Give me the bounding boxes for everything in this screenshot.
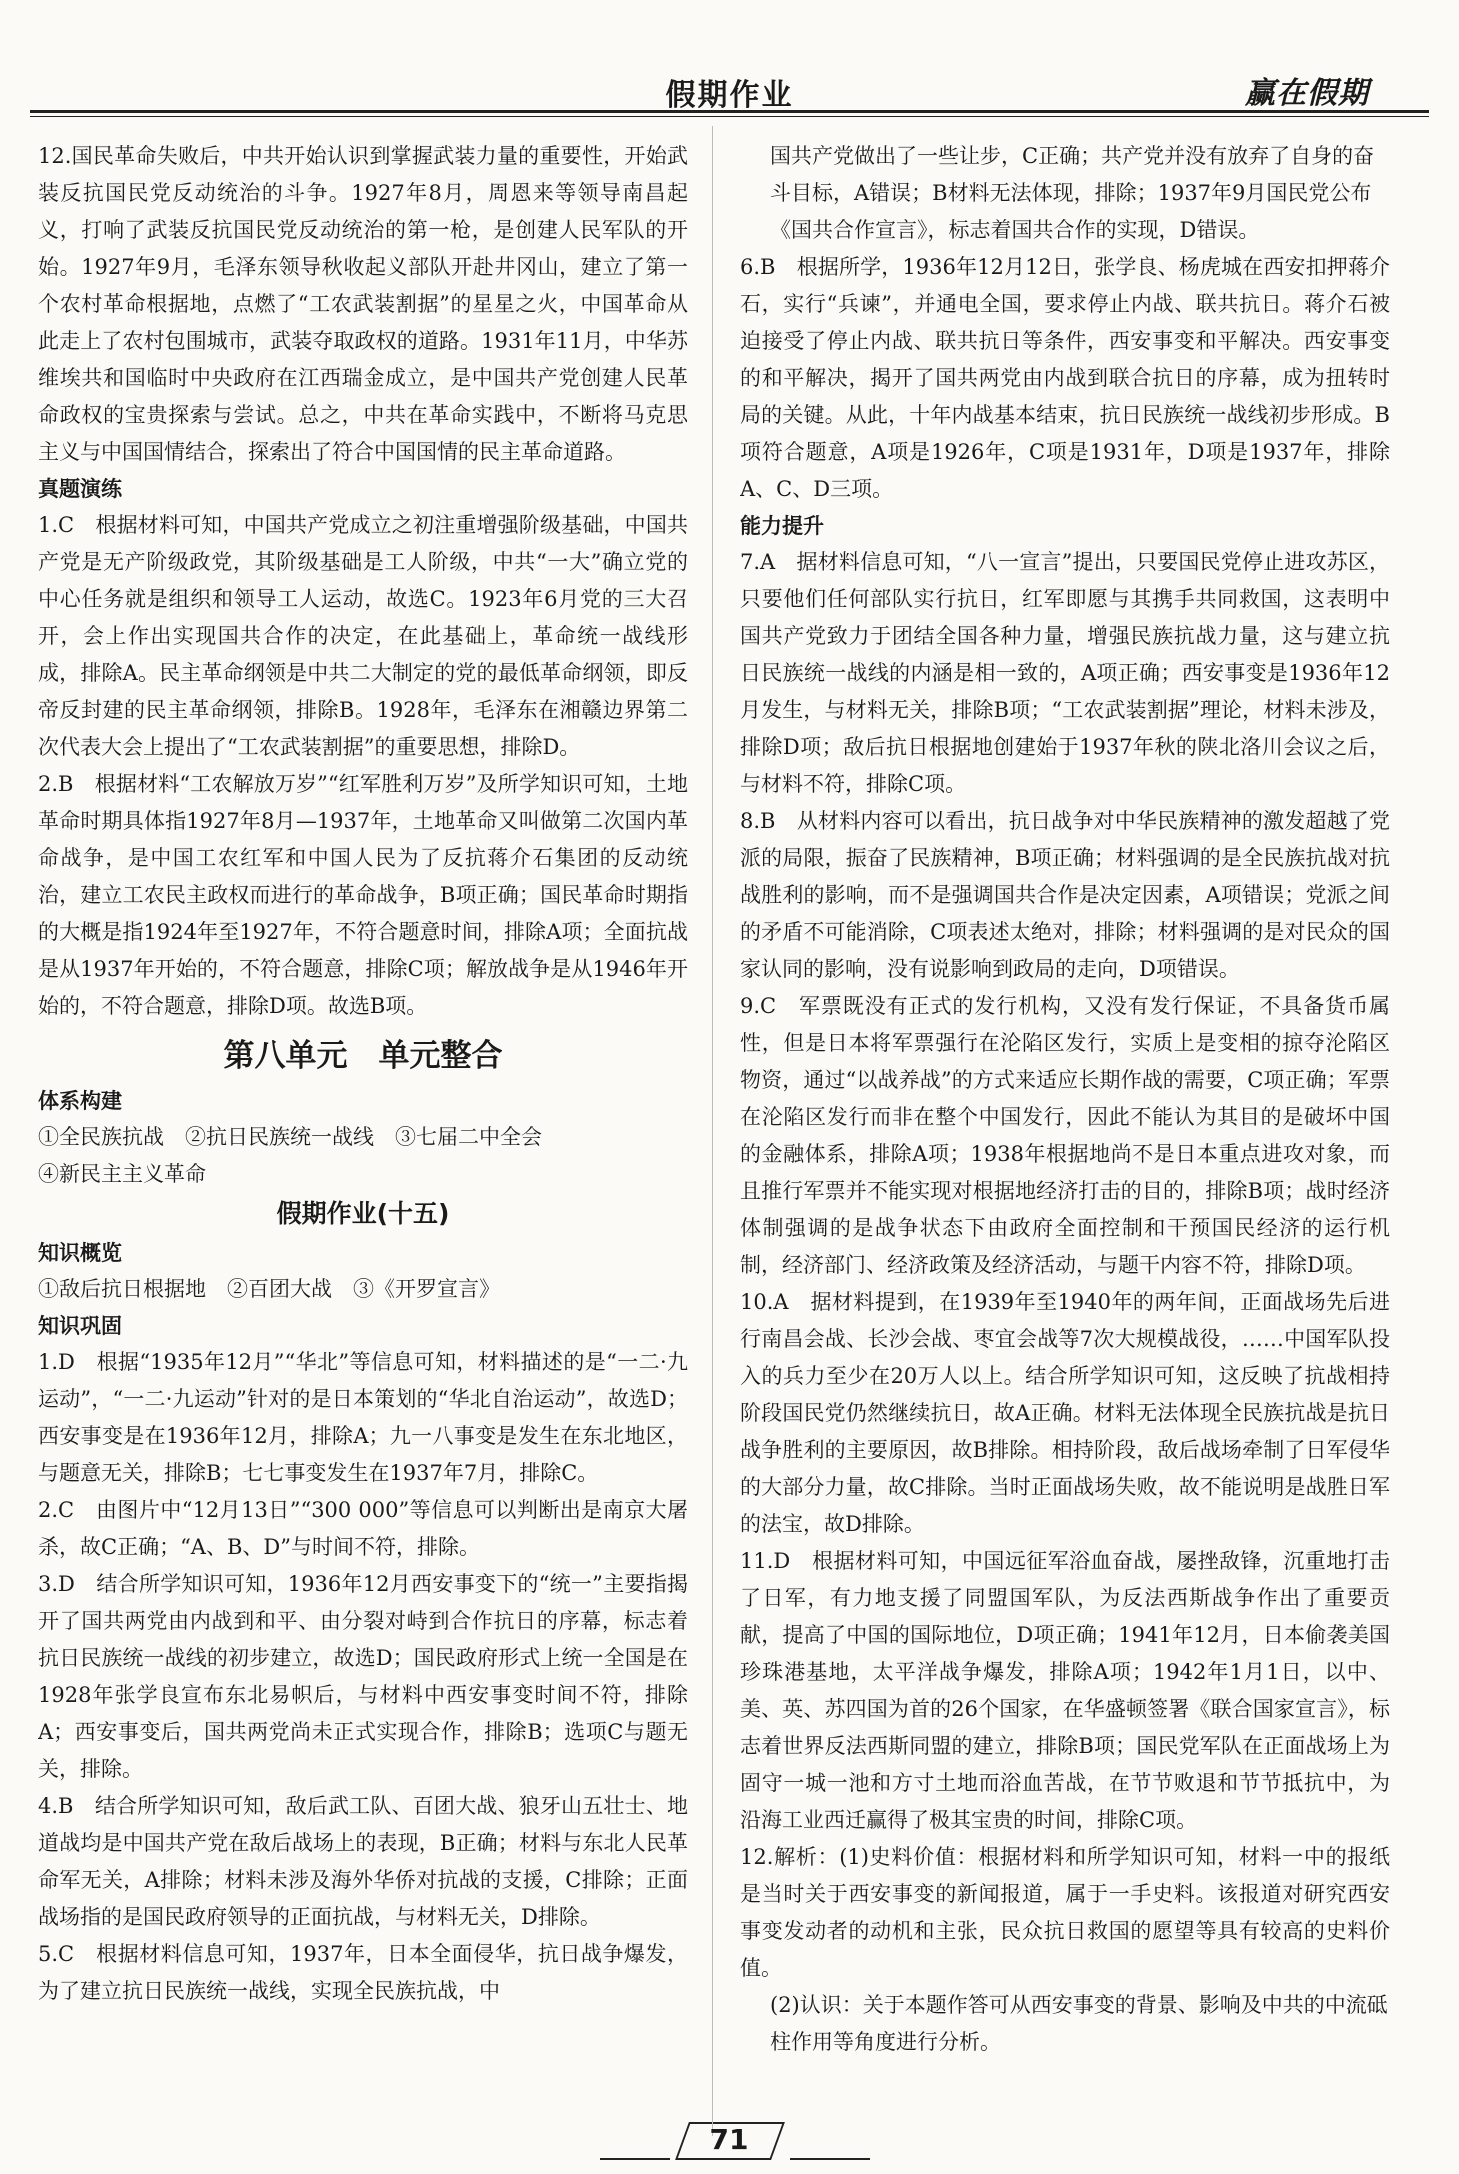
right-column	[740, 138, 1390, 2128]
text-line: ①全民族抗战 ②抗日民族统一战线 ③七届二中全会	[38, 1125, 542, 1149]
header-title: 假期作业	[665, 78, 794, 113]
header-rule	[30, 110, 1429, 113]
page-footer	[0, 2120, 1459, 2160]
text-line: 国共产党做出了一些让步，C正确；共产党并没有放弃了自身的奋斗目标，A错误；B材料无法体现，排除；1937年9月国民党公布《国共合作宣言》，标志着国共合作的实现，D错误。	[770, 144, 1375, 242]
header-rule-thin	[30, 116, 1429, 117]
answer-item: 7.A 据材料信息可知，“八一宣言”提出，只要国民党停止进攻苏区，只要他们任何部队实行抗日，红军即愿与其携手共同救国，这表明中国共产党致力于团结全国各种力量，增强民族抗战力量，这与建立抗日民族统一战线的内涵是相一致的，A项正确；西安事变是1936年12月发生，与材料无关，排除B项；“工农武装割据”理论，材料未涉及，排除D项；敌后抗日根据地创建始于1937年秋的陕北洛川会议之后，与材料不符，排除C项。	[740, 550, 1390, 796]
answer-item: 11.D 根据材料可知，中国远征军浴血奋战，屡挫敌锋，沉重地打击了日军，有力地支援了同盟国军队，为反法西斯战争作出了重要贡献，提高了中国的国际地位，D项正确；1941年12月，日本偷袭美国珍珠港基地，太平洋战争爆发，排除A项；1942年1月1日，以中、美、英、苏四国为首的26个国家，在华盛顿签署《联合国家宣言》，标志着世界反法西斯同盟的建立，排除B项；国民党军队在正面战场上为固守一城一池和方寸土地而浴血苦战，在节节败退和节节抵抗中，为沿海工业西迁赢得了极其宝贵的时间，排除C项。	[740, 1549, 1390, 1832]
text-line: (2)认识：关于本题作答可从西安事变的背景、影响及中共的中流砥柱作用等角度进行分析。	[770, 1993, 1388, 2054]
unit-title: 第八单元 单元整合	[223, 1038, 503, 1074]
left-column	[38, 138, 688, 2128]
answer-item: 1.C 根据材料可知，中国共产党成立之初注重增强阶级基础，中国共产党是无产阶级政党，其阶级基础是工人阶级，中共“一大”确立党的中心任务就是组织和领导工人运动，故选C。1923年6月党的三大召开，会上作出实现国共合作的决定，在此基础上，革命统一战线形成，排除A。民主革命纲领是中共二大制定的党的最低革命纲领，即反帝反封建的民主革命纲领，排除B。1928年，毛泽东在湘赣边界第二次代表大会上提出了“工农武装割据”的重要思想，排除D。	[38, 513, 688, 759]
page-header	[0, 0, 1459, 112]
section-heading: 体系构建	[38, 1089, 122, 1113]
brand-logo: 赢在假期	[1245, 76, 1369, 111]
answer-item: 9.C 军票既没有正式的发行机构，又没有发行保证，不具备货币属性，但是日本将军票强行在沦陷区发行，实质上是变相的掠夺沦陷区物资，通过“以战养战”的方式来适应长期作战的需要，C项正确；军票在沦陷区发行而非在整个中国发行，因此不能认为其目的是破坏中国的金融体系，排除A项；1938年根据地尚不是日本重点进攻对象，而且推行军票并不能实现对根据地经济打击的目的，排除B项；战时经济体制强调的是战争状态下由政府全面控制和干预国民经济的运行机制，经济部门、经济政策及经济活动，与题干内容不符，排除D项。	[740, 994, 1390, 1277]
answer-item: 3.D 结合所学知识可知，1936年12月西安事变下的“统一”主要指揭开了国共两党由内战到和平、由分裂对峙到合作抗日的序幕，标志着抗日民族统一战线的初步建立，故选D；国民政府形式上统一全国是在1928年张学良宣布东北易帜后，与材料中西安事变时间不符，排除A；西安事变后，国共两党尚未正式实现合作，排除B；选项C与题无关，排除。	[38, 1572, 688, 1781]
answer-item: 4.B 结合所学知识可知，敌后武工队、百团大战、狼牙山五壮士、地道战均是中国共产党在敌后战场上的表现，B正确；材料与东北人民革命军无关，A排除；材料未涉及海外华侨对抗战的支援，C排除；正面战场指的是国民政府领导的正面抗战，与材料无关，D排除。	[38, 1794, 688, 1929]
answer-item: 12.国民革命失败后，中共开始认识到掌握武装力量的重要性，开始武装反抗国民党反动统治的斗争。1927年8月，周恩来等领导南昌起义，打响了武装反抗国民党反动统治的第一枪，是创建人民军队的开始。1927年9月，毛泽东领导秋收起义部队开赴井冈山，建立了第一个农村革命根据地，点燃了“工农武装割据”的星星之火，中国革命从此走上了农村包围城市，武装夺取政权的道路。1931年11月，中华苏维埃共和国临时中央政府在江西瑞金成立，是中国共产党创建人民革命政权的宝贵探索与尝试。总之，中共在革命实践中，不断将马克思主义与中国国情结合，探索出了符合中国国情的民主革命道路。	[38, 144, 688, 464]
answer-item: 12.解析：(1)史料价值：根据材料和所学知识可知，材料一中的报纸是当时关于西安事变的新闻报道，属于一手史料。该报道对研究西安事变发动者的动机和主张，民众抗日救国的愿望等具有较高的史料价值。	[740, 1845, 1390, 1980]
answer-item: 2.C 由图片中“12月13日”“300 000”等信息可以判断出是南京大屠杀，故C正确；“A、B、D”与时间不符，排除。	[38, 1498, 688, 1559]
text-line: ①敌后抗日根据地 ②百团大战 ③《开罗宣言》	[38, 1277, 500, 1301]
answer-item: 2.B 根据材料“工农解放万岁”“红军胜利万岁”及所学知识可知，土地革命时期具体指1927年8月—1937年，土地革命又叫做第二次国内革命战争，是中国工农红军和中国人民为了反抗蒋介石集团的反动统治，建立工农民主政权而进行的革命战争，B项正确；国民革命时期指的大概是指1924年至1927年，不符合题意时间，排除A项；全面抗战是从1937年开始的，不符合题意，排除C项；解放战争是从1946年开始的，不符合题意，排除D项。故选B项。	[38, 772, 688, 1018]
answer-item: 1.D 根据“1935年12月”“华北”等信息可知，材料描述的是“一二·九运动”，“一二·九运动”针对的是日本策划的“华北自治运动”，故选D；西安事变是在1936年12月，排除A；九一八事变是发生在东北地区，与题意无关，排除B；七七事变发生在1937年7月，排除C。	[38, 1350, 688, 1485]
answer-item: 6.B 根据所学，1936年12月12日，张学良、杨虎城在西安扣押蒋介石，实行“兵谏”，并通电全国，要求停止内战、联共抗日。蒋介石被迫接受了停止内战、联共抗日等条件，西安事变和平解决。西安事变的和平解决，揭开了国共两党由内战到联合抗日的序幕，成为扭转时局的关键。从此，十年内战基本结束，抗日民族统一战线初步形成。B项符合题意，A项是1926年，C项是1931年，D项是1937年，排除A、C、D三项。	[740, 255, 1390, 501]
text-line: ④新民主主义革命	[38, 1162, 206, 1186]
column-divider	[712, 126, 713, 2136]
section-heading: 知识巩固	[38, 1314, 122, 1338]
section-heading: 真题演练	[38, 477, 122, 501]
section-heading: 能力提升	[740, 514, 824, 538]
answer-item: 10.A 据材料提到，在1939年至1940年的两年间，正面战场先后进行南昌会战、长沙会战、枣宜会战等7次大规模战役，……中国军队投入的兵力至少在20万人以上。结合所学知识可知，这反映了抗战相持阶段国民党仍然继续抗日，故A正确。材料无法体现全民族抗战是抗日战争胜利的主要原因，故B排除。相持阶段，敌后战场牵制了日军侵华的大部分力量，故C排除。当时正面战场失败，故不能说明是战胜日军的法宝，故D排除。	[740, 1290, 1390, 1536]
homework-title: 假期作业(十五)	[276, 1199, 450, 1228]
answer-item: 5.C 根据材料信息可知，1937年，日本全面侵华，抗日战争爆发，为了建立抗日民族统一战线，实现全民族抗战，中	[38, 1942, 688, 2003]
footer-rule-right	[790, 2158, 870, 2160]
section-heading: 知识概览	[38, 1241, 122, 1265]
page-number: 71	[670, 2120, 788, 2160]
footer-rule-left	[600, 2158, 670, 2160]
answer-item: 8.B 从材料内容可以看出，抗日战争对中华民族精神的激发超越了党派的局限，振奋了民族精神，B项正确；材料强调的是全民族抗战对抗战胜利的影响，而不是强调国共合作是决定因素，A项错误；党派之间的矛盾不可能消除，C项表述太绝对，排除；材料强调的是对民众的国家认同的影响，没有说影响到政局的走向，D项错误。	[740, 809, 1390, 981]
